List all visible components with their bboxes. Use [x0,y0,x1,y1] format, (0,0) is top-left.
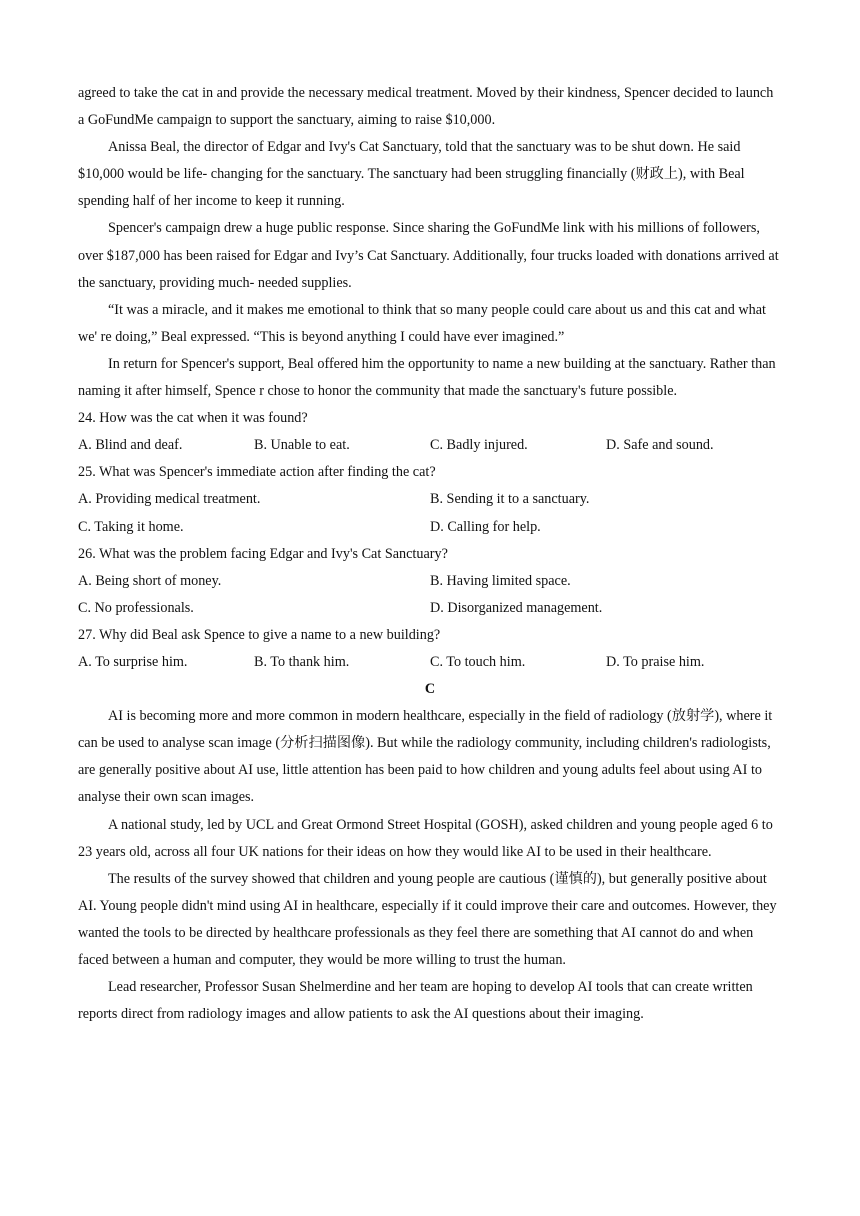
question-26-option-b: B. Having limited space. [430,572,571,589]
passage-b-paragraph-3: Spencer's campaign drew a huge public response. Since sharing the GoFundMe link with his millions of followers, over $187,000 has been raised for Edgar and Ivy’s Cat Sanctuary. Additionally, four trucks loaded with donations arrived at the sanctuary, providing much- needed supplies. [78,220,779,291]
question-27-option-b: B. To thank him. [254,653,350,670]
passage-b-paragraph-4: “It was a miracle, and it makes me emotional to think that so many people could care about us and this cat and what we' re doing,” Beal expressed. “This is beyond anything I could have ever imagined.” [78,301,766,345]
passage-c-paragraph-1: AI is becoming more and more common in modern healthcare, especially in the field of radiology (放射学), where it can be used to analyse scan image (分析扫描图像). But while the radiology community, including children's radiologists, are generally positive about AI use, little attention has been paid to how children and young adults feel about using AI to analyse their own scan images. [78,708,773,806]
question-26-option-a: A. Being short of money. [78,572,222,589]
question-25-options-row-1 [78,486,782,513]
question-26-stem: 26. What was the problem facing Edgar and Ivy's Cat Sanctuary? [78,545,448,562]
passage-c-heading: C [424,681,436,698]
question-26-options-row-1 [78,568,782,595]
question-27-option-d: D. To praise him. [606,653,705,670]
question-27-option-c: C. To touch him. [430,653,526,670]
question-26-options-row-2 [78,595,782,622]
question-26-option-d: D. Disorganized management. [430,599,603,616]
passage-b-paragraph-5: In return for Spencer's support, Beal offered him the opportunity to name a new building at the sanctuary. Rather than naming it after himself, Spence r chose to honor the community that made the sanctuary's future possible. [78,355,776,400]
passage-c-paragraph-2: A national study, led by UCL and Great Ormond Street Hospital (GOSH), asked children and young people aged 6 to 23 years old, across all four UK nations for their ideas on how they would like AI to be used in their healthcare. [78,816,773,860]
passage-b-paragraph-1: agreed to take the cat in and provide the necessary medical treatment. Moved by their kindness, Spencer decided to launch a GoFundMe campaign to support the sanctuary, aiming to raise $10,000. [78,85,774,129]
question-27-stem: 27. Why did Beal ask Spence to give a name to a new building? [78,626,441,643]
question-24-option-a: A. Blind and deaf. [78,437,183,454]
question-24-option-b: B. Unable to eat. [254,437,350,454]
passage-c-paragraph-3: The results of the survey showed that children and young people are cautious (谨慎的), but generally positive about AI. Young people didn't mind using AI in healthcare, especially if it could improve their care and outcomes. However, they wanted the tools to be directed by healthcare professionals as they feel there are something that AI cannot do and when faced between a human and computer, they would be more willing to trust the human. [78,870,777,968]
question-26-option-c: C. No professionals. [78,599,194,616]
question-27-option-a: A. To surprise him. [78,653,188,670]
question-24-option-c: C. Badly injured. [430,437,528,454]
question-24-stem: 24. How was the cat when it was found? [78,410,308,427]
question-25-option-c: C. Taking it home. [78,518,184,535]
question-25-option-a: A. Providing medical treatment. [78,491,261,508]
question-25-options-row-2 [78,514,782,541]
question-25-option-b: B. Sending it to a sanctuary. [430,491,590,508]
passage-c-paragraph-4: Lead researcher, Professor Susan Shelmerdine and her team are hoping to develop AI tools that can create written reports direct from radiology images and allow patients to ask the AI questions about their imaging. [78,979,753,1023]
passage-b-paragraph-2: Anissa Beal, the director of Edgar and Ivy's Cat Sanctuary, told that the sanctuary was to be shut down. He said $10,000 would be life- changing for the sanctuary. The sanctuary had been struggling financially (财政上), with Beal spending half of her income to keep it running. [78,139,745,210]
question-25-option-d: D. Calling for help. [430,518,541,535]
question-25-stem: 25. What was Spencer's immediate action after finding the cat? [78,464,436,481]
question-27-options [78,649,782,676]
question-24-options [78,432,782,459]
document-page [78,80,782,1028]
question-24-option-d: D. Safe and sound. [606,437,714,454]
